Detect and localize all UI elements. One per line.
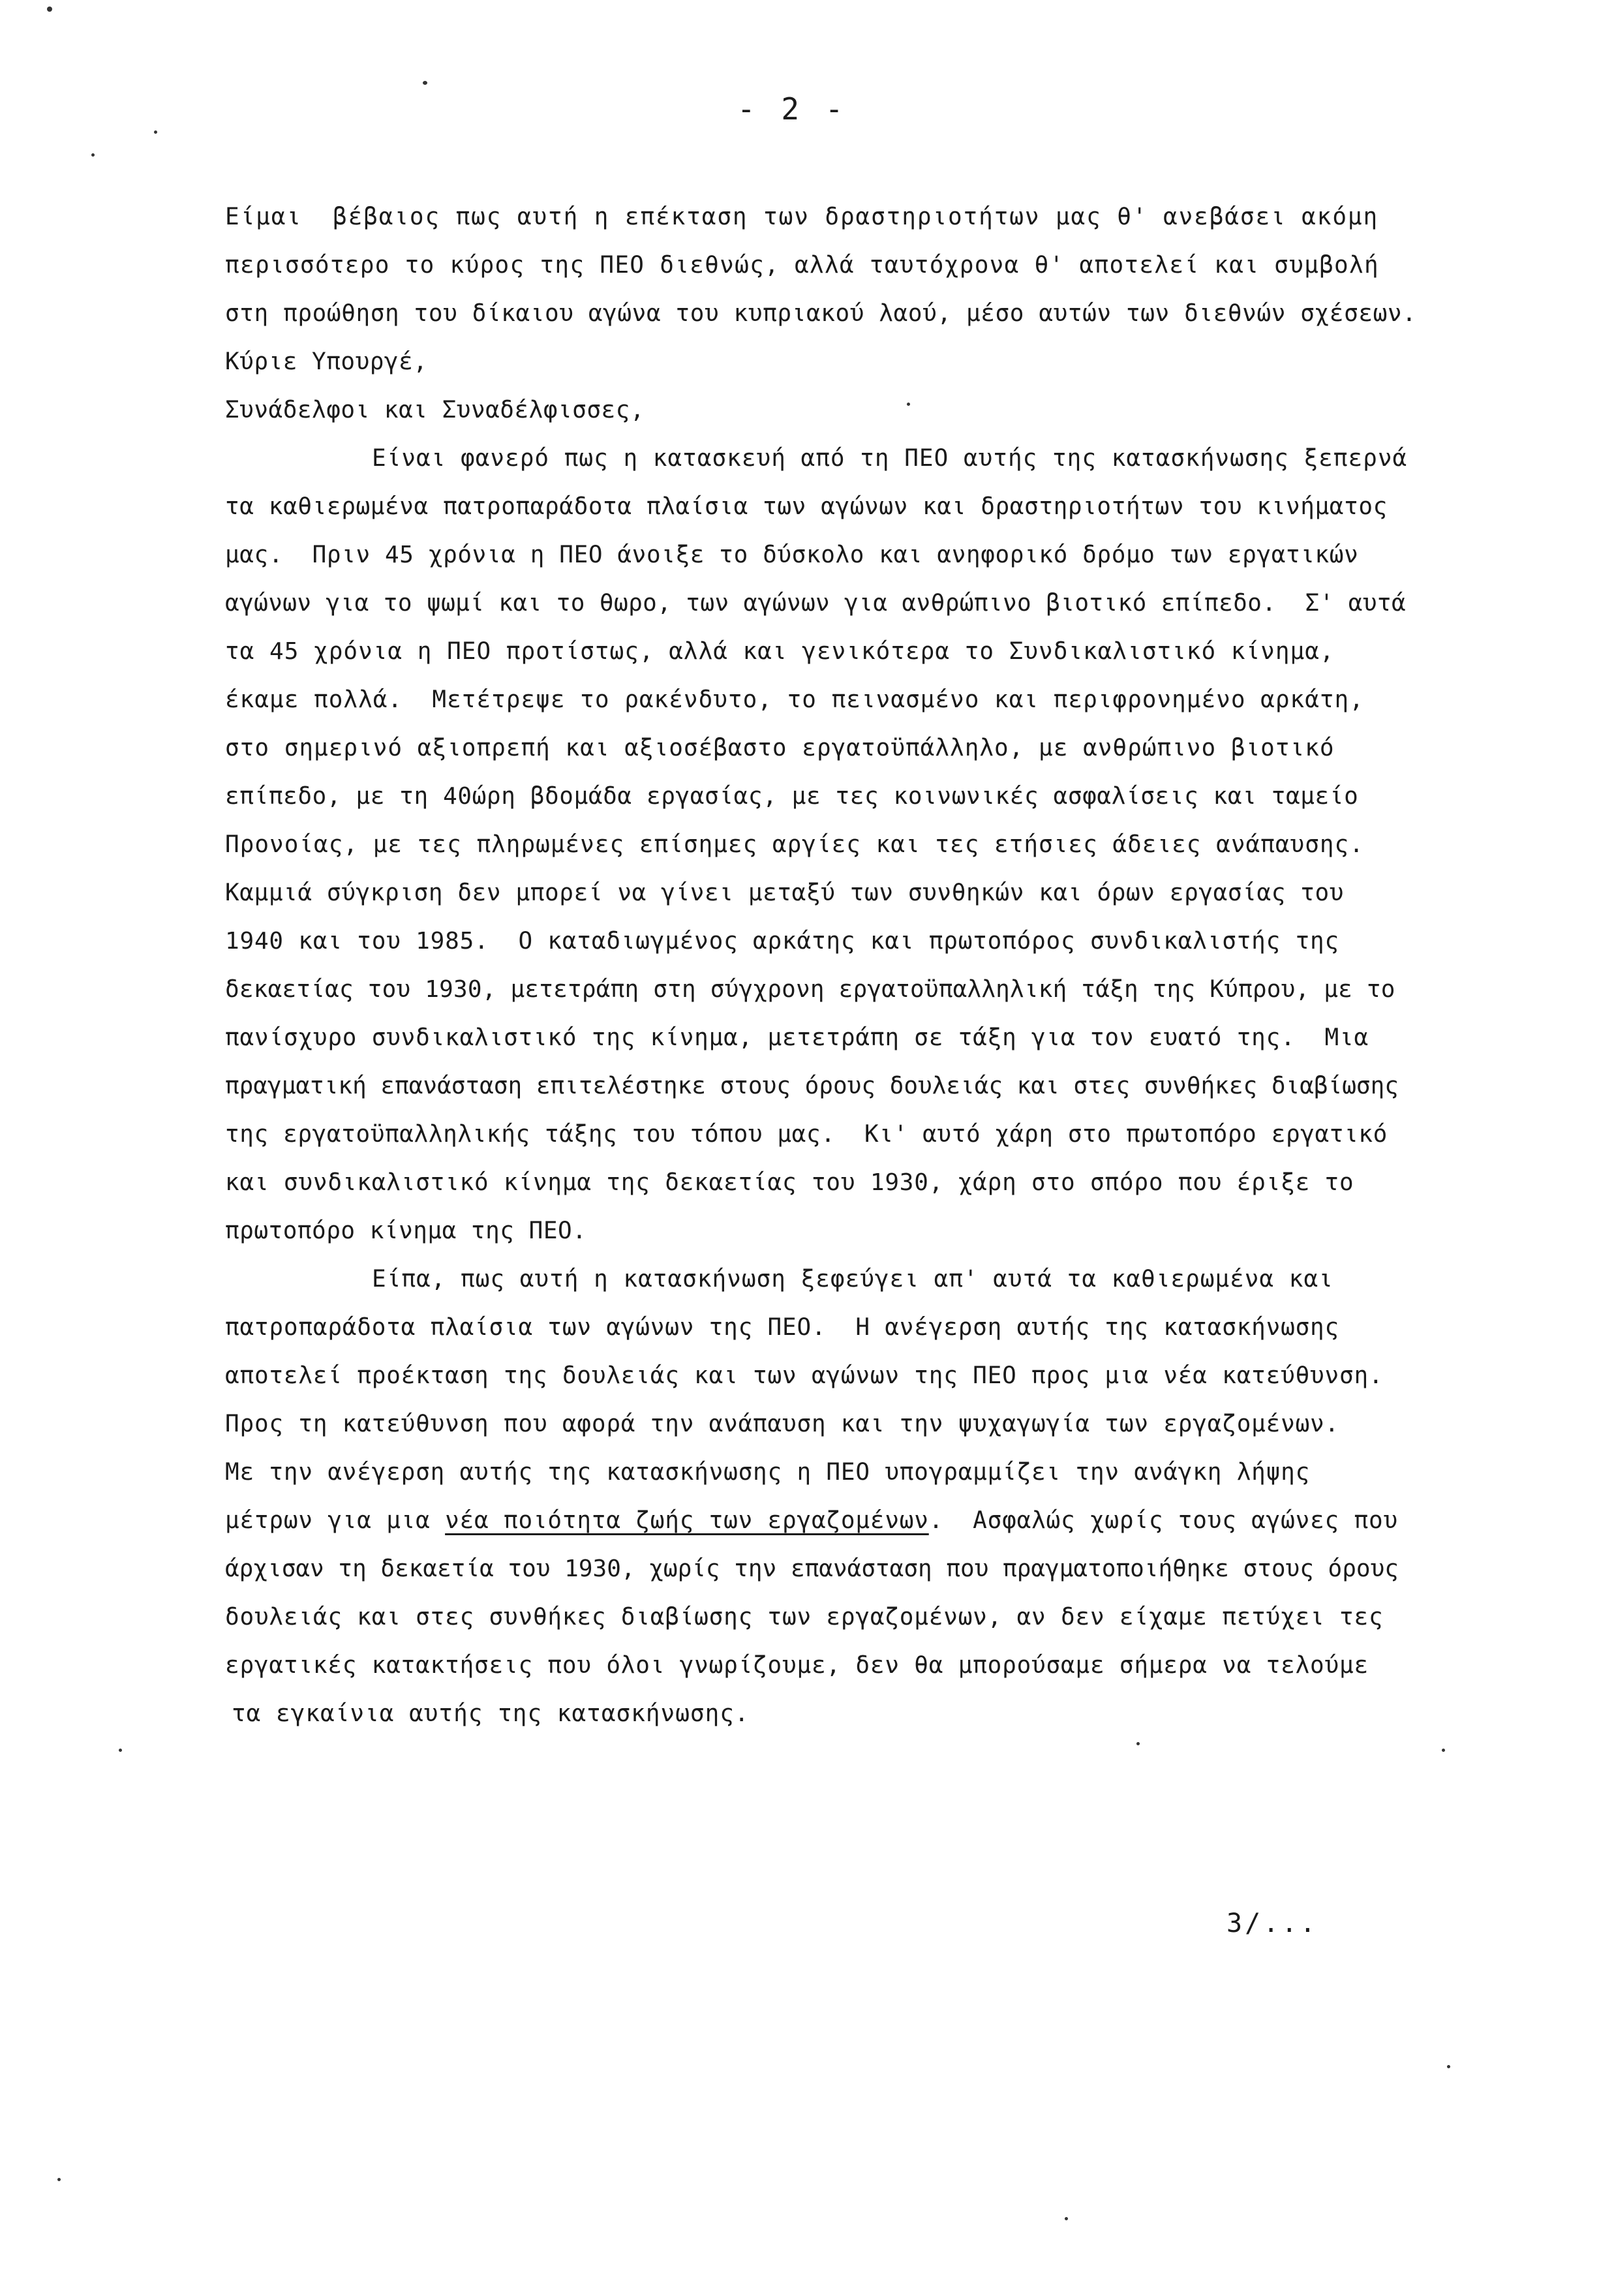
text-line: Είμαι βέβαιος πως αυτή η επέκταση των δραστηριοτήτων μας θ' ανεβάσει ακόμη bbox=[225, 204, 1379, 230]
scan-speck bbox=[1442, 1749, 1445, 1752]
underlined-phrase: νέα ποιότητα ζωής των εργαζομένων bbox=[445, 1507, 929, 1534]
text-line: επίπεδο, με τη 40ώρη βδομάδα εργασίας, με τες κοινωνικές ασφαλίσεις και ταμείο bbox=[225, 783, 1359, 810]
text-line: περισσότερο το κύρος της ΠΕΟ διεθνώς, αλλά ταυτόχρονα θ' αποτελεί και συμβολή bbox=[225, 252, 1379, 279]
text-line: πραγματική επανάσταση επιτελέστηκε στους όρους δουλειάς και στες συνθήκες διαβίωσης bbox=[225, 1073, 1399, 1099]
text-line: Συνάδελφοι και Συναδέλφισσες, bbox=[225, 397, 645, 423]
text-line: αγώνων για το ψωμί και το θωρο, των αγώνων για ανθρώπινο βιοτικό επίπεδο. Σ' αυτά bbox=[225, 590, 1407, 617]
text-line: στη προώθηση του δίκαιου αγώνα του κυπριακού λαού, μέσο αυτών των διεθνών σχέσεων. bbox=[225, 300, 1417, 327]
text-line: Προς τη κατεύθυνση που αφορά την ανάπαυση και την ψυχαγωγία των εργαζομένων. bbox=[225, 1411, 1340, 1437]
scan-speck bbox=[47, 7, 52, 12]
text-line: δουλειάς και στες συνθήκες διαβίωσης των εργαζομένων, αν δεν είχαμε πετύχει τες bbox=[225, 1604, 1384, 1630]
text-line: Κύριε Υπουργέ, bbox=[225, 348, 428, 375]
text-line: της εργατοϋπαλληλικής τάξης του τόπου μας. Κι' αυτό χάρη στο πρωτοπόρο εργατικό bbox=[225, 1121, 1388, 1148]
text-line: τα καθιερωμένα πατροπαράδοτα πλαίσια των αγώνων και δραστηριοτήτων του κινήματος bbox=[225, 493, 1388, 520]
text-line: πανίσχυρο συνδικαλιστικό της κίνημα, μετετράπη σε τάξη για τον ευατό της. Μια bbox=[225, 1024, 1369, 1051]
text-segment: μέτρων για μια bbox=[225, 1507, 446, 1534]
text-line: στο σημερινό αξιοπρεπή και αξιοσέβαστο εργατοϋπάλληλο, με ανθρώπινο βιοτικό bbox=[225, 735, 1335, 761]
text-line: δεκαετίας του 1930, μετετράπη στη σύγχρονη εργατοϋπαλληλική τάξη της Κύπρου, με το bbox=[225, 976, 1395, 1003]
text-line: εργατικές κατακτήσεις που όλοι γνωρίζουμε, δεν θα μπορούσαμε σήμερα να τελούμε bbox=[225, 1652, 1369, 1679]
scan-speck bbox=[1447, 2065, 1450, 2068]
scan-speck bbox=[154, 130, 157, 134]
text-line: Είναι φανερό πως η κατασκευή από τη ΠΕΟ αυτής της κατασκήνωσης ξεπερνά bbox=[372, 445, 1408, 472]
text-line: μας. Πριν 45 χρόνια η ΠΕΟ άνοιξε το δύσκολο και ανηφορικό δρόμο των εργατικών bbox=[225, 542, 1359, 568]
scan-speck bbox=[57, 2178, 61, 2181]
text-line: άρχισαν τη δεκαετία του 1930, χωρίς την επανάσταση που πραγματοποιήθηκε στους όρους bbox=[225, 1555, 1399, 1582]
text-line: έκαμε πολλά. Μετέτρεψε το ρακένδυτο, το πεινασμένο και περιφρονημένο αρκάτη, bbox=[225, 686, 1364, 713]
text-segment: . Ασφαλώς χωρίς τους αγώνες που bbox=[928, 1507, 1398, 1534]
text-line: Είπα, πως αυτή η κατασκήνωση ξεφεύγει απ' αυτά τα καθιερωμένα και bbox=[372, 1266, 1333, 1293]
text-line: τα 45 χρόνια η ΠΕΟ προτίστως, αλλά και γενικότερα το Συνδικαλιστικό κίνημα, bbox=[225, 638, 1335, 665]
text-line: 1940 και του 1985. Ο καταδιωγμένος αρκάτης και πρωτοπόρος συνδικαλιστής της bbox=[225, 928, 1340, 955]
scan-speck bbox=[1065, 2217, 1068, 2220]
text-line: Προνοίας, με τες πληρωμένες επίσημες αργίες και τες ετήσιες άδειες ανάπαυσης. bbox=[225, 831, 1364, 858]
text-line-with-underline bbox=[225, 1507, 1398, 1534]
scan-speck bbox=[91, 153, 95, 157]
text-line: αποτελεί προέκταση της δουλειάς και των αγώνων της ΠΕΟ προς μια νέα κατεύθυνση. bbox=[225, 1362, 1384, 1389]
text-line: Με την ανέγερση αυτής της κατασκήνωσης η ΠΕΟ υπογραμμίζει την ανάγκη λήψης bbox=[225, 1459, 1311, 1486]
scan-speck bbox=[423, 81, 427, 85]
text-line: τα εγκαίνια αυτής της κατασκήνωσης. bbox=[232, 1700, 750, 1727]
continuation-marker: 3/... bbox=[1226, 1908, 1318, 1938]
scan-speck bbox=[907, 403, 910, 406]
page-number: - 2 - bbox=[737, 91, 847, 127]
text-line: πρωτοπόρο κίνημα της ΠΕΟ. bbox=[225, 1217, 587, 1244]
scan-speck bbox=[119, 1749, 122, 1752]
text-line: πατροπαράδοτα πλαίσια των αγώνων της ΠΕΟ. Η ανέγερση αυτής της κατασκήνωσης bbox=[225, 1314, 1340, 1341]
scan-speck bbox=[1136, 1742, 1140, 1745]
text-line: Καμμιά σύγκριση δεν μπορεί να γίνει μεταξύ των συνθηκών και όρων εργασίας του bbox=[225, 880, 1345, 906]
text-line: και συνδικαλιστικό κίνημα της δεκαετίας του 1930, χάρη στο σπόρο που έριξε το bbox=[225, 1169, 1354, 1196]
